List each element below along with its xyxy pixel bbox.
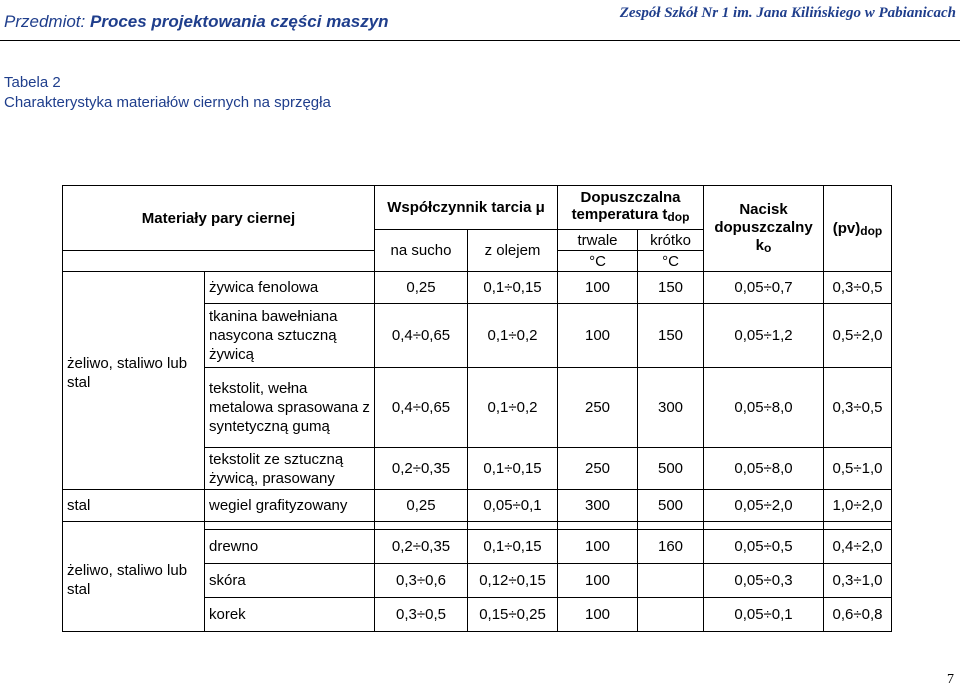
cell-m2: korek [205,598,375,632]
pv-label: (pv) [832,219,861,237]
cell-t1: 250 [558,448,638,490]
cell-pv: 0,3÷1,0 [824,564,892,598]
header-materials-filler [63,251,375,272]
cell-dry: 0,3÷0,6 [375,564,468,598]
cell-m1: stal [63,490,205,522]
cell-t2: 500 [638,448,704,490]
header-dry: na sucho [375,230,468,272]
spacer-cell [63,522,205,530]
cell-t1: 100 [558,530,638,564]
cell-dry: 0,4÷0,65 [375,304,468,368]
header-materials: Materiały pary ciernej [63,186,375,251]
table-spacer-row [63,522,892,530]
cell-m1: żeliwo, staliwo lub stal [63,530,205,632]
cell-k: 0,05÷0,5 [704,530,824,564]
cell-oil: 0,1÷0,15 [468,448,558,490]
cell-k: 0,05÷8,0 [704,448,824,490]
header-short: krótko [638,230,704,251]
cell-t1: 250 [558,368,638,448]
header-pressure-line1: Nacisk [739,200,788,218]
spacer-cell [375,522,468,530]
cell-t1: 100 [558,598,638,632]
cell-dry: 0,4÷0,65 [375,368,468,448]
table-row [63,530,892,564]
header-temperature-line2 [558,206,703,226]
cell-t1: 300 [558,490,638,522]
cell-dry: 0,25 [375,272,468,304]
cell-t2: 160 [638,530,704,564]
table-row [63,490,892,522]
pressure-k: k [755,236,764,254]
cell-oil: 0,05÷0,1 [468,490,558,522]
cell-t1: 100 [558,304,638,368]
cell-oil: 0,12÷0,15 [468,564,558,598]
cell-t1: 100 [558,564,638,598]
cell-t1: 100 [558,272,638,304]
cell-t2 [638,564,704,598]
cell-pv: 0,5÷1,0 [824,448,892,490]
materials-table [62,185,892,632]
header-pressure-line3 [704,237,823,257]
cell-pv: 0,3÷0,5 [824,368,892,448]
cell-dry: 0,25 [375,490,468,522]
cell-pv: 0,5÷2,0 [824,304,892,368]
cell-oil: 0,15÷0,25 [468,598,558,632]
cell-oil: 0,1÷0,15 [468,272,558,304]
cell-t2: 150 [638,272,704,304]
table-row [63,304,892,368]
cell-k: 0,05÷0,1 [704,598,824,632]
cell-dry: 0,2÷0,35 [375,448,468,490]
header-temperature-line1: Dopuszczalna [580,189,681,206]
subject-name: Proces projektowania części maszyn [89,12,389,31]
cell-m2: drewno [205,530,375,564]
cell-k: 0,05÷8,0 [704,368,824,448]
pressure-sub: o [764,240,772,255]
cell-k: 0,05÷1,2 [704,304,824,368]
cell-t2: 300 [638,368,704,448]
header-pv [824,186,892,272]
cell-m2: tekstolit ze sztuczną żywicą, prasowany [205,448,375,490]
cell-pv: 0,6÷0,8 [824,598,892,632]
header-unit-permanent: °C [558,251,638,272]
cell-pv: 0,3÷0,5 [824,272,892,304]
temp-sub: dop [667,210,690,224]
spacer-cell [704,522,824,530]
header-pressure [704,186,824,272]
page-number: 7 [947,672,954,687]
cell-t2: 500 [638,490,704,522]
cell-dry: 0,2÷0,35 [375,530,468,564]
table-description: Charakterystyka materiałów ciernych na sprzęgła [4,94,331,111]
temp-label: temperatura t [571,206,668,223]
cell-m2: tkanina bawełniana nasycona sztuczną żywicą [205,304,375,368]
header-friction: Współczynnik tarcia μ [375,186,558,230]
spacer-cell [205,522,375,530]
spacer-cell [824,522,892,530]
cell-pv: 1,0÷2,0 [824,490,892,522]
cell-m2: żywica fenolowa [205,272,375,304]
cell-t2 [638,598,704,632]
cell-k: 0,05÷0,7 [704,272,824,304]
cell-m2: wegiel grafityzowany [205,490,375,522]
header-temperature [558,186,704,230]
table-caption [4,73,331,113]
table-number: Tabela 2 [4,74,61,91]
cell-k: 0,05÷2,0 [704,490,824,522]
subject-prefix: Przedmiot: [4,12,90,31]
cell-m1 [63,272,205,304]
cell-oil: 0,1÷0,15 [468,530,558,564]
cell-t2: 150 [638,304,704,368]
cell-m2: tekstolit, wełna metalowa sprasowana z syntetyczną gumą [205,368,375,448]
cell-oil: 0,1÷0,2 [468,304,558,368]
header-oil: z olejem [468,230,558,272]
subject-line [4,12,389,32]
table-row [63,272,892,304]
pv-sub: dop [860,223,883,238]
header-pressure-line2: dopuszczalny [714,218,813,236]
school-name: Zespół Szkół Nr 1 im. Jana Kilińskiego w Pabianicach [619,5,956,21]
cell-k: 0,05÷0,3 [704,564,824,598]
header-unit-short: °C [638,251,704,272]
cell-dry: 0,3÷0,5 [375,598,468,632]
spacer-cell [638,522,704,530]
cell-pv: 0,4÷2,0 [824,530,892,564]
cell-m2: skóra [205,564,375,598]
page-header [0,0,960,41]
header-permanent: trwale [558,230,638,251]
spacer-cell [558,522,638,530]
spacer-cell [468,522,558,530]
cell-oil: 0,1÷0,2 [468,368,558,448]
cell-m1: żeliwo, staliwo lub stal [63,304,205,490]
